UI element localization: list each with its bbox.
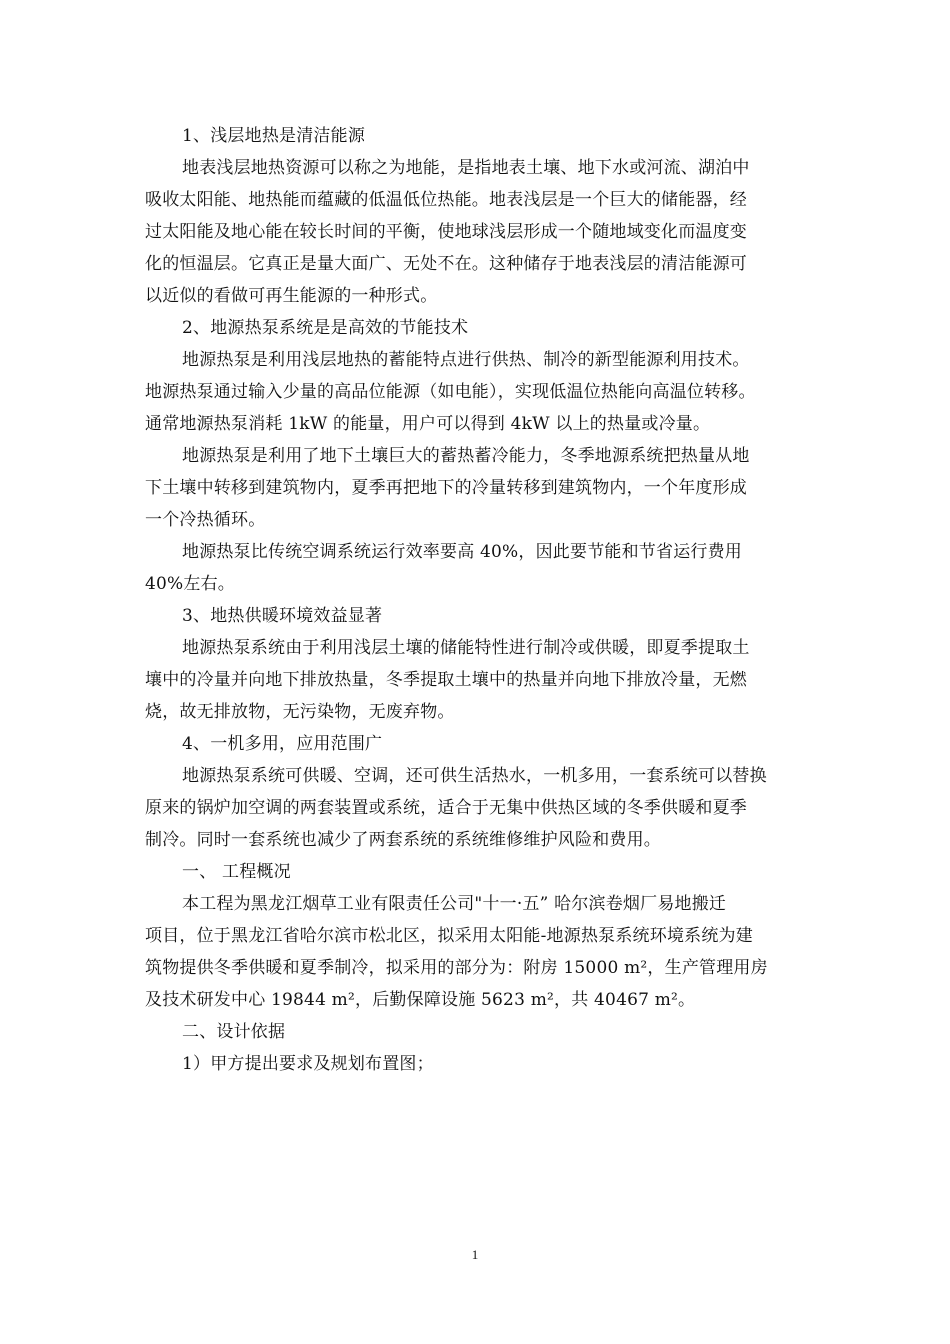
- text-line: 以近似的看做可再生能源的一种形式。: [145, 286, 438, 306]
- text-line: 壤中的冷量并向地下排放热量，冬季提取土壤中的热量并向地下排放冷量，无燃: [145, 670, 747, 690]
- text-line: 吸收太阳能、地热能而蕴藏的低温低位热能。地表浅层是一个巨大的储能器，经: [145, 190, 747, 210]
- text-line: 制冷。同时一套系统也减少了两套系统的系统维修维护风险和费用。: [145, 830, 661, 850]
- text-line: 4、一机多用，应用范围广: [182, 734, 383, 754]
- text-line: 及技术研发中心 19844 m²，后勤保障设施 5623 m²，共 40467 m²。: [145, 990, 696, 1010]
- text-line: 化的恒温层。它真正是量大面广、无处不在。这种储存于地表浅层的清洁能源可: [145, 254, 747, 274]
- text-line: 项目，位于黑龙江省哈尔滨市松北区，拟采用太阳能-地源热泵系统环境系统为建: [145, 926, 753, 946]
- text-line: 二、设计依据: [182, 1022, 286, 1042]
- text-line: 原来的锅炉加空调的两套装置或系统，适合于无集中供热区域的冬季供暖和夏季: [145, 798, 747, 818]
- text-line: 地源热泵系统可供暖、空调，还可供生活热水，一机多用，一套系统可以替换: [182, 766, 767, 786]
- text-line: 下土壤中转移到建筑物内，夏季再把地下的冷量转移到建筑物内，一个年度形成: [145, 478, 747, 498]
- text-line: 地源热泵系统由于利用浅层土壤的储能特性进行制冷或供暖，即夏季提取土: [182, 638, 750, 658]
- document-body: [145, 120, 809, 1080]
- text-line: 烧，故无排放物，无污染物，无废弃物。: [145, 702, 455, 722]
- text-line: 一、 工程概况: [182, 862, 291, 882]
- text-line: 2、地源热泵系统是是高效的节能技术: [182, 318, 469, 338]
- text-line: 地源热泵是利用浅层地热的蓄能特点进行供热、制冷的新型能源利用技术。: [182, 350, 750, 370]
- text-line: 地源热泵通过输入少量的高品位能源（如电能），实现低温位热能向高温位转移。: [145, 382, 756, 402]
- text-line: 筑物提供冬季供暖和夏季制冷，拟采用的部分为：附房 15000 m²，生产管理用房: [145, 958, 768, 978]
- text-line: 地源热泵比传统空调系统运行效率要高 40%，因此要节能和节省运行费用: [182, 542, 742, 562]
- text-line: 1、浅层地热是清洁能源: [182, 126, 366, 146]
- text-line: 地源热泵是利用了地下土壤巨大的蓄热蓄冷能力，冬季地源系统把热量从地: [182, 446, 750, 466]
- text-line: 3、地热供暖环境效益显著: [182, 606, 383, 626]
- text-line: 1）甲方提出要求及规划布置图；: [182, 1054, 434, 1074]
- text-line: 本工程为黑龙江烟草工业有限责任公司"十一·五” 哈尔滨卷烟厂易地搬迁: [182, 894, 727, 914]
- text-line: 一个冷热循环。: [145, 510, 266, 530]
- page-number: 1: [471, 1247, 479, 1262]
- text-line: 通常地源热泵消耗 1kW 的能量，用户可以得到 4kW 以上的热量或冷量。: [145, 414, 711, 434]
- text-line: 地表浅层地热资源可以称之为地能，是指地表土壤、地下水或河流、湖泊中: [182, 158, 750, 178]
- text-line: 40%左右。: [145, 574, 235, 594]
- text-line: 过太阳能及地心能在较长时间的平衡，使地球浅层形成一个随地域变化而温度变: [145, 222, 747, 242]
